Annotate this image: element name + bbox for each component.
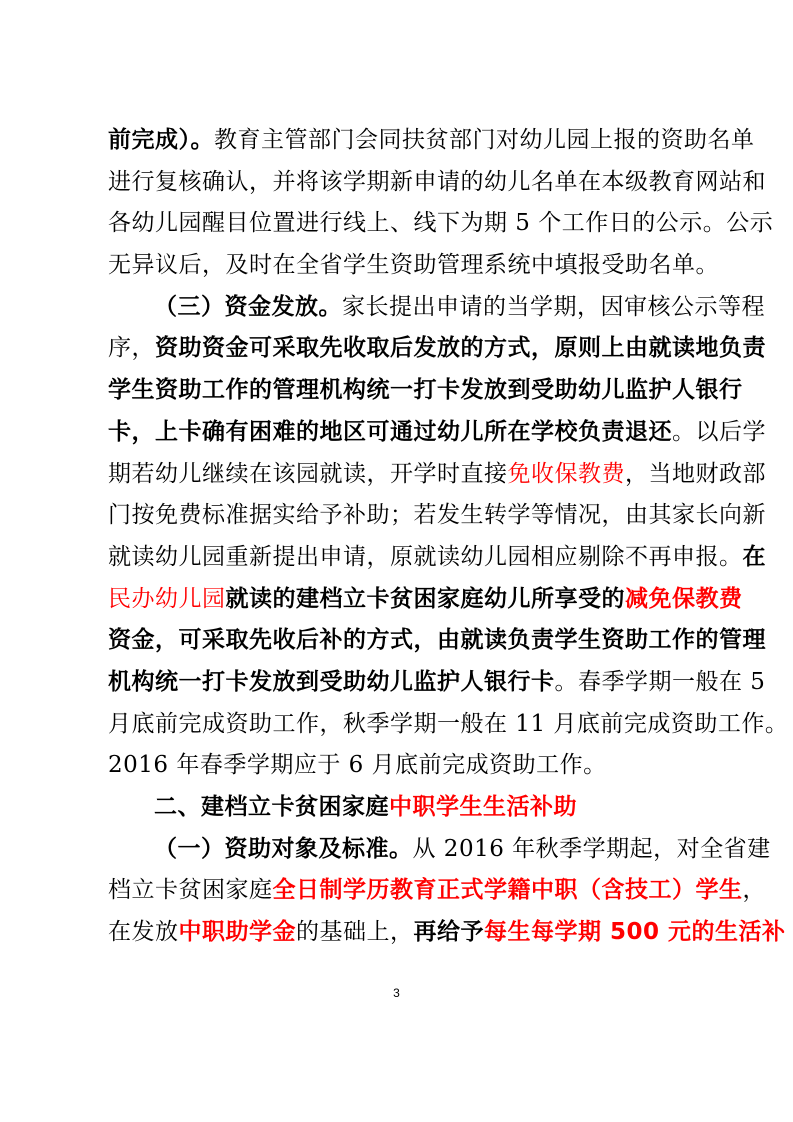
bold-text-run: 资助资金可采取先收取后发放的方式，原则上由就读地负责: [155, 335, 766, 362]
bold-text-run: （三）资金发放。: [154, 293, 342, 320]
bold-text-run: 卡，上卡确有困难的地区可通过幼儿所在学校负责退还: [108, 418, 672, 445]
highlighted-text-run: 中职学生生活补助: [389, 794, 577, 820]
text-run: 在发放: [108, 919, 179, 946]
text-run: 教育主管部门会同扶贫部门对幼儿园上报的资助名单: [214, 127, 755, 153]
bold-text-run: 学生资助工作的管理机构统一打卡发放到受助幼儿监护人银行: [108, 377, 743, 404]
text-run: 各幼儿园醒目位置进行线上、线下为期 5 个工作日的公示。公示: [108, 210, 774, 237]
text-line: [108, 918, 786, 947]
text-line: [108, 418, 766, 447]
text-run: 月底前完成资助工作，秋季学期一般在 11 月底前完成资助工作。: [108, 710, 789, 737]
highlighted-text-run: 免收保教费: [507, 460, 625, 487]
text-run: 序，: [108, 335, 155, 362]
text-run: 家长提出申请的当学期，因审核公示等程: [342, 293, 765, 320]
bold-text-run: 在: [742, 543, 766, 570]
bold-text-run: 再给予: [413, 919, 484, 946]
text-line: [108, 876, 766, 905]
text-line: [108, 334, 766, 363]
text-run: 门按免费标准据实给予补助；若发生转学等情况，由其家长向新: [108, 502, 766, 529]
text-run: ，: [742, 877, 766, 904]
paragraph: [108, 293, 789, 781]
text-run: 从 2016 年秋季学期起，对全省建: [412, 835, 771, 862]
text-line: [108, 168, 766, 197]
document-body: [108, 126, 789, 960]
text-line: [108, 626, 766, 655]
text-line: [108, 460, 766, 489]
text-run: 2016 年春季学期应于 6 月底前完成资助工作。: [108, 752, 607, 779]
text-run: 无异议后，及时在全省学生资助管理系统中填报受助名单。: [108, 252, 719, 279]
highlighted-text-run: 减免保教费: [625, 585, 743, 612]
text-line: [108, 376, 743, 405]
paragraph: [108, 835, 786, 947]
bold-text-run: 前完成）。: [108, 127, 214, 153]
bold-text-run: 二、建档立卡贫困家庭: [154, 794, 389, 820]
page-number: 3: [393, 986, 400, 1000]
text-line: [108, 585, 743, 614]
highlighted-text-run: 民办幼儿园: [108, 585, 226, 612]
text-run: ，当地财政部: [625, 460, 766, 487]
text-run: 。春季学期一般在 5: [554, 668, 766, 695]
text-line: [108, 126, 755, 155]
text-line: [108, 835, 771, 864]
paragraph: [108, 793, 695, 822]
paragraph: [108, 126, 774, 280]
highlighted-text-run: 中职助学金: [178, 919, 296, 946]
bold-text-run: 就读的建档立卡贫困家庭幼儿所享受的: [225, 585, 625, 612]
highlighted-text-run: 全日制学历教育正式学籍中职（含技工）学生: [272, 877, 743, 904]
text-line: [108, 501, 766, 530]
text-run: 档立卡贫困家庭: [108, 877, 273, 904]
text-line: [108, 668, 766, 697]
text-line: [108, 793, 695, 822]
text-line: [108, 543, 766, 572]
text-line: [108, 293, 765, 322]
text-run: 期若幼儿继续在该园就读，开学时直接: [108, 460, 508, 487]
bold-text-run: 资金，可采取先收后补的方式，由就读负责学生资助工作的管理: [108, 627, 766, 654]
text-run: 就读幼儿园重新提出申请，原就读幼儿园相应剔除不再申报。: [108, 543, 743, 570]
text-run: 的基础上，: [296, 919, 414, 946]
text-line: [108, 751, 695, 780]
bold-text-run: 机构统一打卡发放到受助幼儿监护人银行卡: [108, 668, 555, 695]
text-run: 进行复核确认，并将该学期新申请的幼儿名单在本级教育网站和: [108, 168, 766, 195]
text-run: 。以后学: [672, 418, 766, 445]
bold-text-run: （一）资助对象及标准。: [154, 835, 413, 862]
text-line: [108, 710, 789, 739]
highlighted-text-run: 每生每学期 500 元的生活补: [484, 919, 786, 946]
text-line: [108, 209, 774, 238]
text-line: [108, 251, 719, 280]
